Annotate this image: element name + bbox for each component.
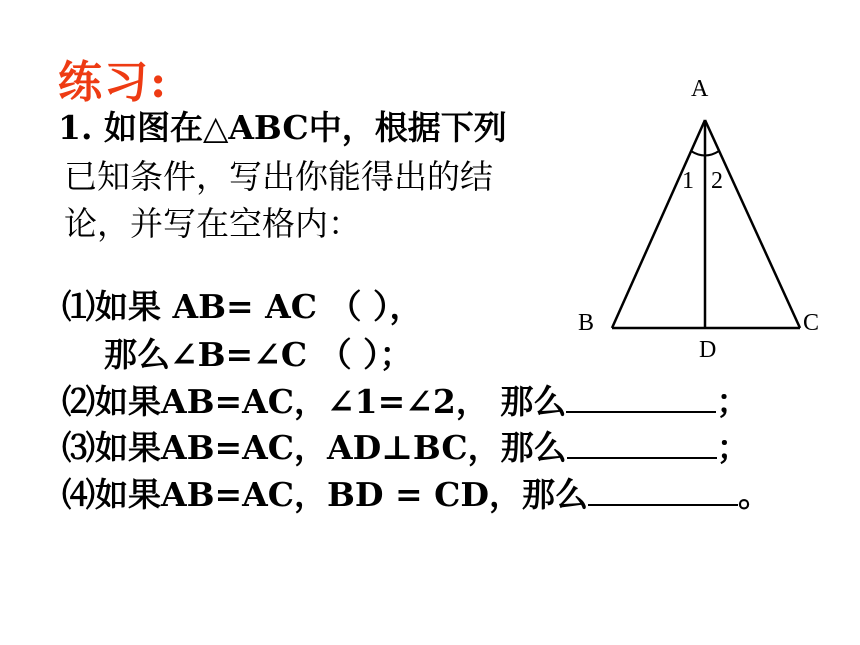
- problem-intro-line1: 1. 如图在△ABC中，根据下列: [58, 108, 507, 147]
- item3-end: ；: [716, 428, 750, 467]
- problem-intro-line2: 已知条件，写出你能得出的结: [64, 157, 493, 196]
- side-ac: [705, 120, 800, 328]
- vertex-label-b: B: [578, 310, 595, 336]
- triangle-figure: [560, 60, 860, 380]
- item3-text: ⑶如果AB=AC，AD⊥BC，那么: [62, 428, 567, 467]
- item1-line1: ⑴如果 AB= AC （ ），: [62, 287, 423, 326]
- item2-end: ；: [716, 382, 750, 421]
- angle-label-1: 1: [682, 168, 694, 194]
- item2-answer-blank[interactable]: [566, 377, 716, 413]
- problem-intro-line3: 论，并写在空格内：: [64, 204, 361, 243]
- item4-row: [62, 470, 771, 519]
- item3-row: [62, 423, 750, 472]
- exercise-title: 练习:: [58, 57, 169, 108]
- point-label-d: D: [699, 337, 717, 363]
- item4-text: ⑷如果AB=AC，BD = CD，那么: [62, 475, 589, 514]
- item2-row: [62, 377, 749, 426]
- angle-label-2: 2: [711, 168, 723, 194]
- item4-answer-blank[interactable]: [588, 470, 738, 506]
- vertex-label-c: C: [803, 310, 820, 336]
- item1-line2: 那么∠B=∠C （ ）；: [104, 335, 413, 374]
- item2-text: ⑵如果AB=AC，∠1=∠2， 那么: [62, 382, 567, 421]
- vertex-label-a: A: [691, 76, 709, 102]
- item4-end: 。: [738, 475, 772, 514]
- item3-answer-blank[interactable]: [567, 423, 717, 459]
